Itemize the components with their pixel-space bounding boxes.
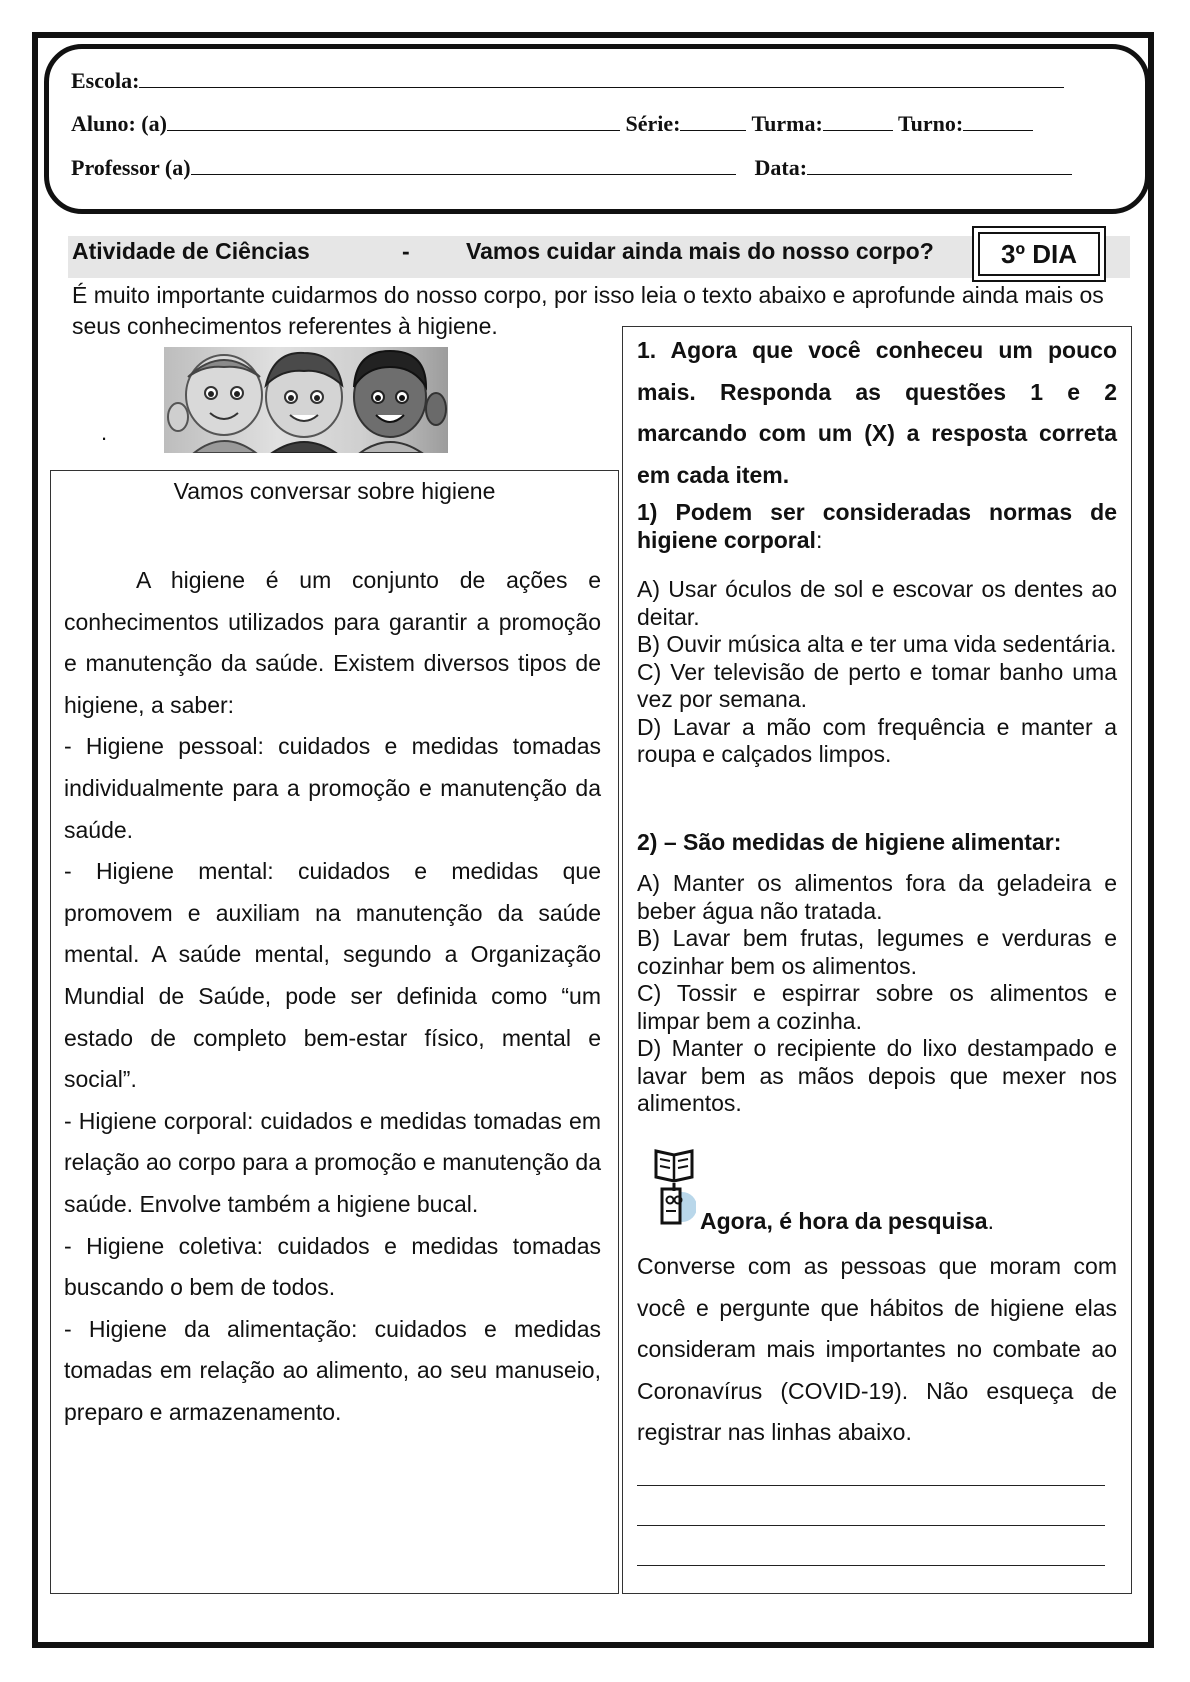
question-1-option-a[interactable]: A) Usar óculos de sol e escovar os dentes ao deitar. bbox=[637, 576, 1117, 630]
question-2-option-d[interactable]: D) Manter o recipiente do lixo destampado e lavar bem as mãos depois que mexer nos alimentos. bbox=[637, 1035, 1117, 1116]
professor-row bbox=[71, 154, 1072, 181]
reading-paragraph: - Higiene pessoal: cuidados e medidas tomadas individualmente para a promoção e manutenção da saúde. bbox=[64, 733, 601, 843]
turma-label: Turma: bbox=[751, 111, 823, 136]
question-2-options bbox=[637, 870, 1117, 1118]
activity-title: Vamos cuidar ainda mais do nosso corpo? bbox=[466, 238, 934, 264]
question-2-prompt: 2) – São medidas de higiene alimentar: bbox=[637, 829, 1062, 855]
aluno-row bbox=[71, 110, 1033, 137]
question-1-option-b[interactable]: B) Ouvir música alta e ter uma vida sedentária. bbox=[637, 631, 1117, 657]
stray-dot: . bbox=[101, 420, 108, 445]
answer-line[interactable] bbox=[637, 1565, 1105, 1566]
answer-line[interactable] bbox=[637, 1525, 1105, 1526]
reading-paragraph: - Higiene mental: cuidados e medidas que promovem e auxiliam na manutenção da saúde mental. A saúde mental, segundo a Organização Mundial de Saúde, pode ser definida como “um estado de completo bem-estar físico, mental e social”. bbox=[64, 858, 601, 1093]
turno-label: Turno: bbox=[897, 111, 964, 136]
data-label: Data: bbox=[754, 155, 808, 180]
reading-paragraph: - Higiene coletiva: cuidados e medidas tomadas buscando o bem de todos. bbox=[64, 1232, 601, 1301]
escola-field[interactable] bbox=[139, 67, 1064, 88]
serie-label: Série: bbox=[625, 111, 681, 136]
reading-text bbox=[64, 560, 601, 1433]
turno-field[interactable] bbox=[963, 110, 1033, 131]
day-badge bbox=[972, 226, 1106, 282]
professor-label: Professor (a) bbox=[71, 155, 191, 180]
question-1-prompt: 1) Podem ser consideradas normas de higiene corporal bbox=[637, 499, 1117, 553]
professor-field[interactable] bbox=[191, 154, 736, 175]
data-field[interactable] bbox=[807, 154, 1072, 175]
questions-instructions: 1. Agora que você conheceu um pouco mais. Responda as questões 1 e 2 marcando com um (X) a resposta correta em cada item. bbox=[637, 337, 1117, 488]
reading-paragraph: A higiene é um conjunto de ações e conhecimentos utilizados para garantir a promoção e manutenção da saúde. Existem diversos tipos de higiene, a saber: bbox=[64, 567, 601, 718]
aluno-field[interactable] bbox=[167, 110, 620, 131]
research-title bbox=[700, 1208, 994, 1235]
escola-label: Escola: bbox=[71, 68, 140, 93]
research-instructions: Converse com as pessoas que moram com você e pergunte que hábitos de higiene elas consideram mais importantes no combate ao Coronavírus (COVID-19). Não esqueça de registrar nas linhas abaixo. bbox=[637, 1253, 1117, 1446]
question-1 bbox=[637, 498, 1117, 554]
reading-paragraph: - Higiene da alimentação: cuidados e medidas tomadas em relação ao alimento, ao seu manuseio, preparo e armazenamento. bbox=[64, 1315, 601, 1425]
question-1-option-c[interactable]: C) Ver televisão de perto e tomar banho uma vez por semana. bbox=[637, 658, 1117, 712]
serie-field[interactable] bbox=[680, 110, 746, 131]
answer-line[interactable] bbox=[637, 1485, 1105, 1486]
question-2-option-c[interactable]: C) Tossir e espirrar sobre os alimentos e limpar bem a cozinha. bbox=[637, 980, 1117, 1034]
title-separator: - bbox=[402, 238, 410, 264]
question-2-option-b[interactable]: B) Lavar bem frutas, legumes e verduras e cozinhar bem os alimentos. bbox=[637, 925, 1117, 979]
day-label: 3º DIA bbox=[978, 232, 1100, 276]
research-book-icon bbox=[652, 1145, 696, 1227]
student-info-box bbox=[44, 44, 1150, 214]
question-2-option-a[interactable]: A) Manter os alimentos fora da geladeira e beber água não tratada. bbox=[637, 870, 1117, 924]
reading-title: Vamos conversar sobre higiene bbox=[173, 478, 496, 504]
turma-field[interactable] bbox=[823, 110, 893, 131]
reading-paragraph: - Higiene corporal: cuidados e medidas tomadas em relação ao corpo para a promoção e manutenção da saúde. Envolve também a higiene bucal. bbox=[64, 1107, 601, 1217]
children-illustration bbox=[164, 347, 448, 453]
escola-row bbox=[71, 67, 1064, 94]
children-drawing bbox=[164, 347, 448, 453]
research-title-text: Agora, é hora da pesquisa bbox=[700, 1208, 988, 1234]
question-1-option-d[interactable]: D) Lavar a mão com frequência e manter a roupa e calçados limpos. bbox=[637, 713, 1117, 767]
research-title-period: . bbox=[987, 1208, 994, 1234]
aluno-label: Aluno: (a) bbox=[71, 111, 167, 136]
intro-text: É muito importante cuidarmos do nosso corpo, por isso leia o texto abaixo e aprofunde ainda mais os seus conhecimentos referentes à higiene. bbox=[72, 282, 1104, 339]
question-1-options bbox=[637, 576, 1117, 769]
activity-subject: Atividade de Ciências bbox=[72, 238, 310, 264]
question-1-colon: : bbox=[815, 527, 823, 553]
